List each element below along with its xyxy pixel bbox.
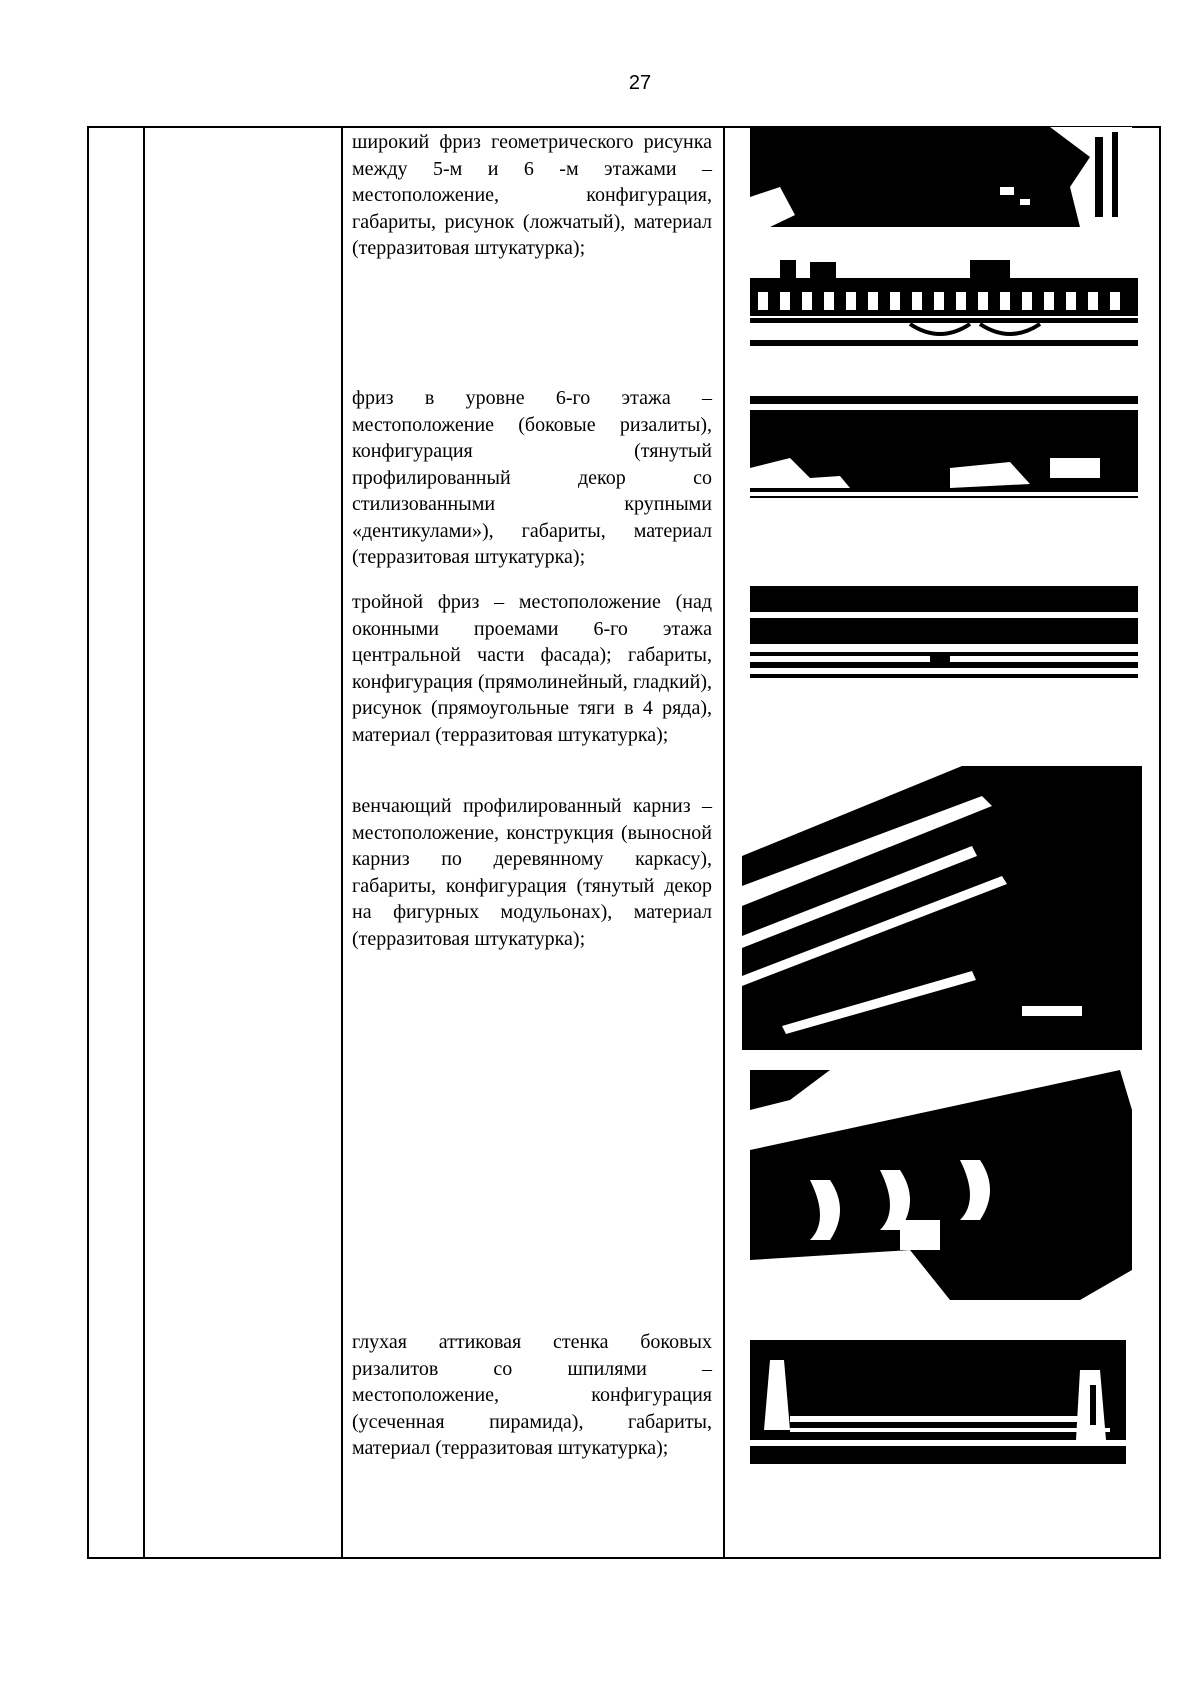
feature-description-frieze-geometric: широкий фриз геометрического рисунка между 5-м и 6 -м этажами – местоположение, конфигурация, габариты, рисунок (ложчатый), материал (терразитовая штукатурка); bbox=[352, 131, 712, 259]
feature-description-triple-frieze: тройной фриз – местоположение (над оконными проемами 6-го этажа центральной части фасада); габариты, конфигурация (прямолинейный, гладкий), рисунок (прямоугольные тяги в 4 ряда), материал (терразитовая штукатурка); bbox=[352, 591, 712, 746]
feature-description-attic-wall: глухая аттиковая стенка боковых ризалитов со шпилями – местоположение, конфигурация (усеченная пирамида), габариты, материал (терразитовая штукатурка); bbox=[352, 1331, 712, 1459]
column-divider-2 bbox=[341, 128, 343, 1557]
column-divider-3 bbox=[723, 128, 725, 1557]
cornice-photo bbox=[742, 766, 1142, 1050]
column-divider-1 bbox=[143, 128, 145, 1557]
feature-description-cornice: венчающий профилированный карниз – местоположение, конструкция (выносной карниз по деревянному каркасу), габариты, конфигурация (тянутый декор на фигурных модульонах), материал (терразитовая штукатурка); bbox=[352, 795, 712, 950]
modillions-photo bbox=[750, 1070, 1132, 1320]
frieze-dentils-photo bbox=[750, 258, 1138, 348]
page-number: 27 bbox=[628, 72, 652, 94]
feature-description-frieze-6th-floor: фриз в уровне 6-го этажа – местоположение (боковые ризалиты), конфигурация (тянутый профилированный декор со стилизованными крупными «дентикулами»), габариты, материал (терразитовая штукатурка); bbox=[352, 387, 712, 568]
triple-frieze-photo bbox=[750, 586, 1138, 696]
frieze-6th-floor-photo bbox=[750, 388, 1138, 506]
frieze-top-photo bbox=[750, 127, 1132, 227]
attic-wall-photo bbox=[750, 1340, 1126, 1464]
